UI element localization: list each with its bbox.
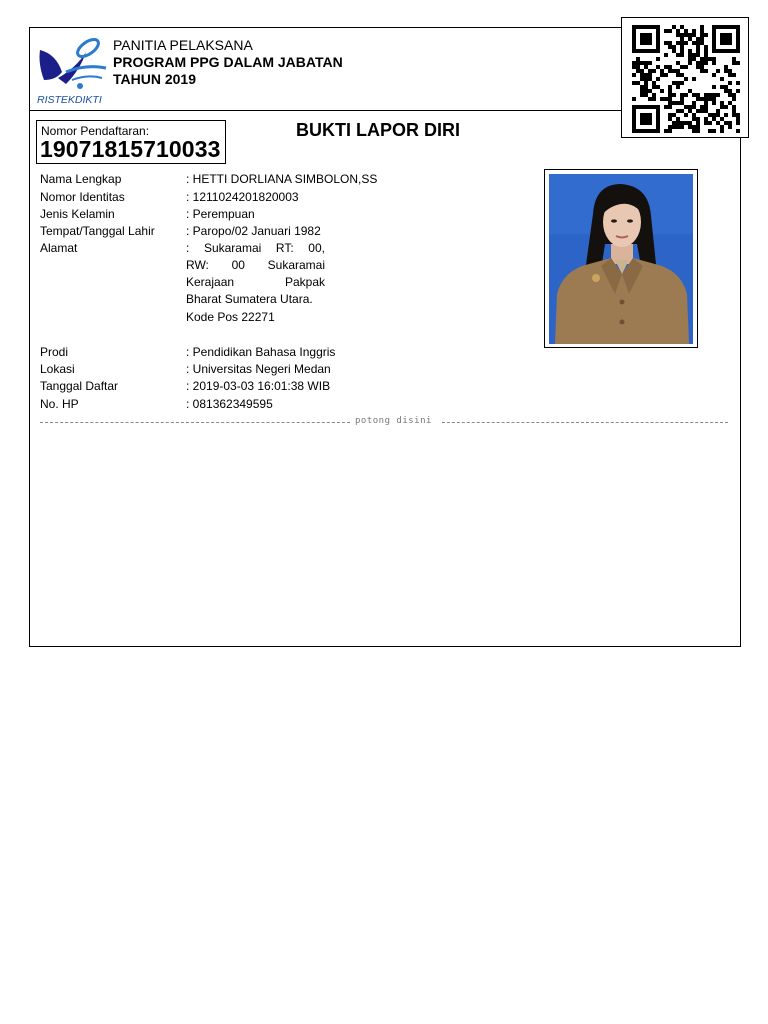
value-phone: : 081362349595 [186,397,273,411]
value-address-line: Kode Pos 22271 [186,310,275,324]
label-identity-number: Nomor Identitas [40,190,125,204]
header-divider [29,110,623,111]
document-title: BUKTI LAPOR DIRI [296,120,460,140]
registration-label: Nomor Pendaftaran: [41,124,150,138]
cut-line [40,416,728,428]
svg-text:RISTEKDIKTI: RISTEKDIKTI [37,94,102,106]
value-gender: : Perempuan [186,207,255,221]
label-birth: Tempat/Tanggal Lahir [40,224,155,238]
label-location: Lokasi [40,362,75,376]
value-register-date: : 2019-03-03 16:01:38 WIB [186,379,331,393]
label-gender: Jenis Kelamin [40,207,115,221]
value-full-name: : HETTI DORLIANA SIMBOLON,SS [186,172,378,186]
ristekdikti-logo [36,34,108,106]
qr-code-frame [621,17,749,138]
year-title: TAHUN 2019 [113,71,196,87]
value-address-line: Bharat Sumatera Utara. [186,292,313,306]
label-register-date: Tanggal Daftar [40,379,119,393]
label-full-name: Nama Lengkap [40,172,122,186]
program-title: PROGRAM PPG DALAM JABATAN [113,54,343,70]
value-identity-number: : 1211024201820003 [186,190,299,204]
label-phone: No. HP [40,397,79,411]
value-address-line: RW: 00 Sukaramai [186,258,325,272]
value-address-line: Kerajaan Pakpak [186,275,325,289]
value-address-line: : Sukaramai RT: 00, [186,241,325,255]
label-address: Alamat [40,241,78,255]
registration-number: 19071815710033 [40,136,221,162]
committee-title: PANITIA PELAKSANA [113,37,253,53]
value-birth: : Paropo/02 Januari 1982 [186,224,321,238]
cut-line-label: potong disini [355,416,432,426]
qr-code-icon [632,25,740,133]
value-location: : Universitas Negeri Medan [186,362,331,376]
value-study-program: : Pendidikan Bahasa Inggris [186,345,336,359]
applicant-photo [549,174,693,344]
photo-frame [544,169,698,348]
label-study-program: Prodi [40,345,69,359]
registration-number-box [36,120,226,164]
